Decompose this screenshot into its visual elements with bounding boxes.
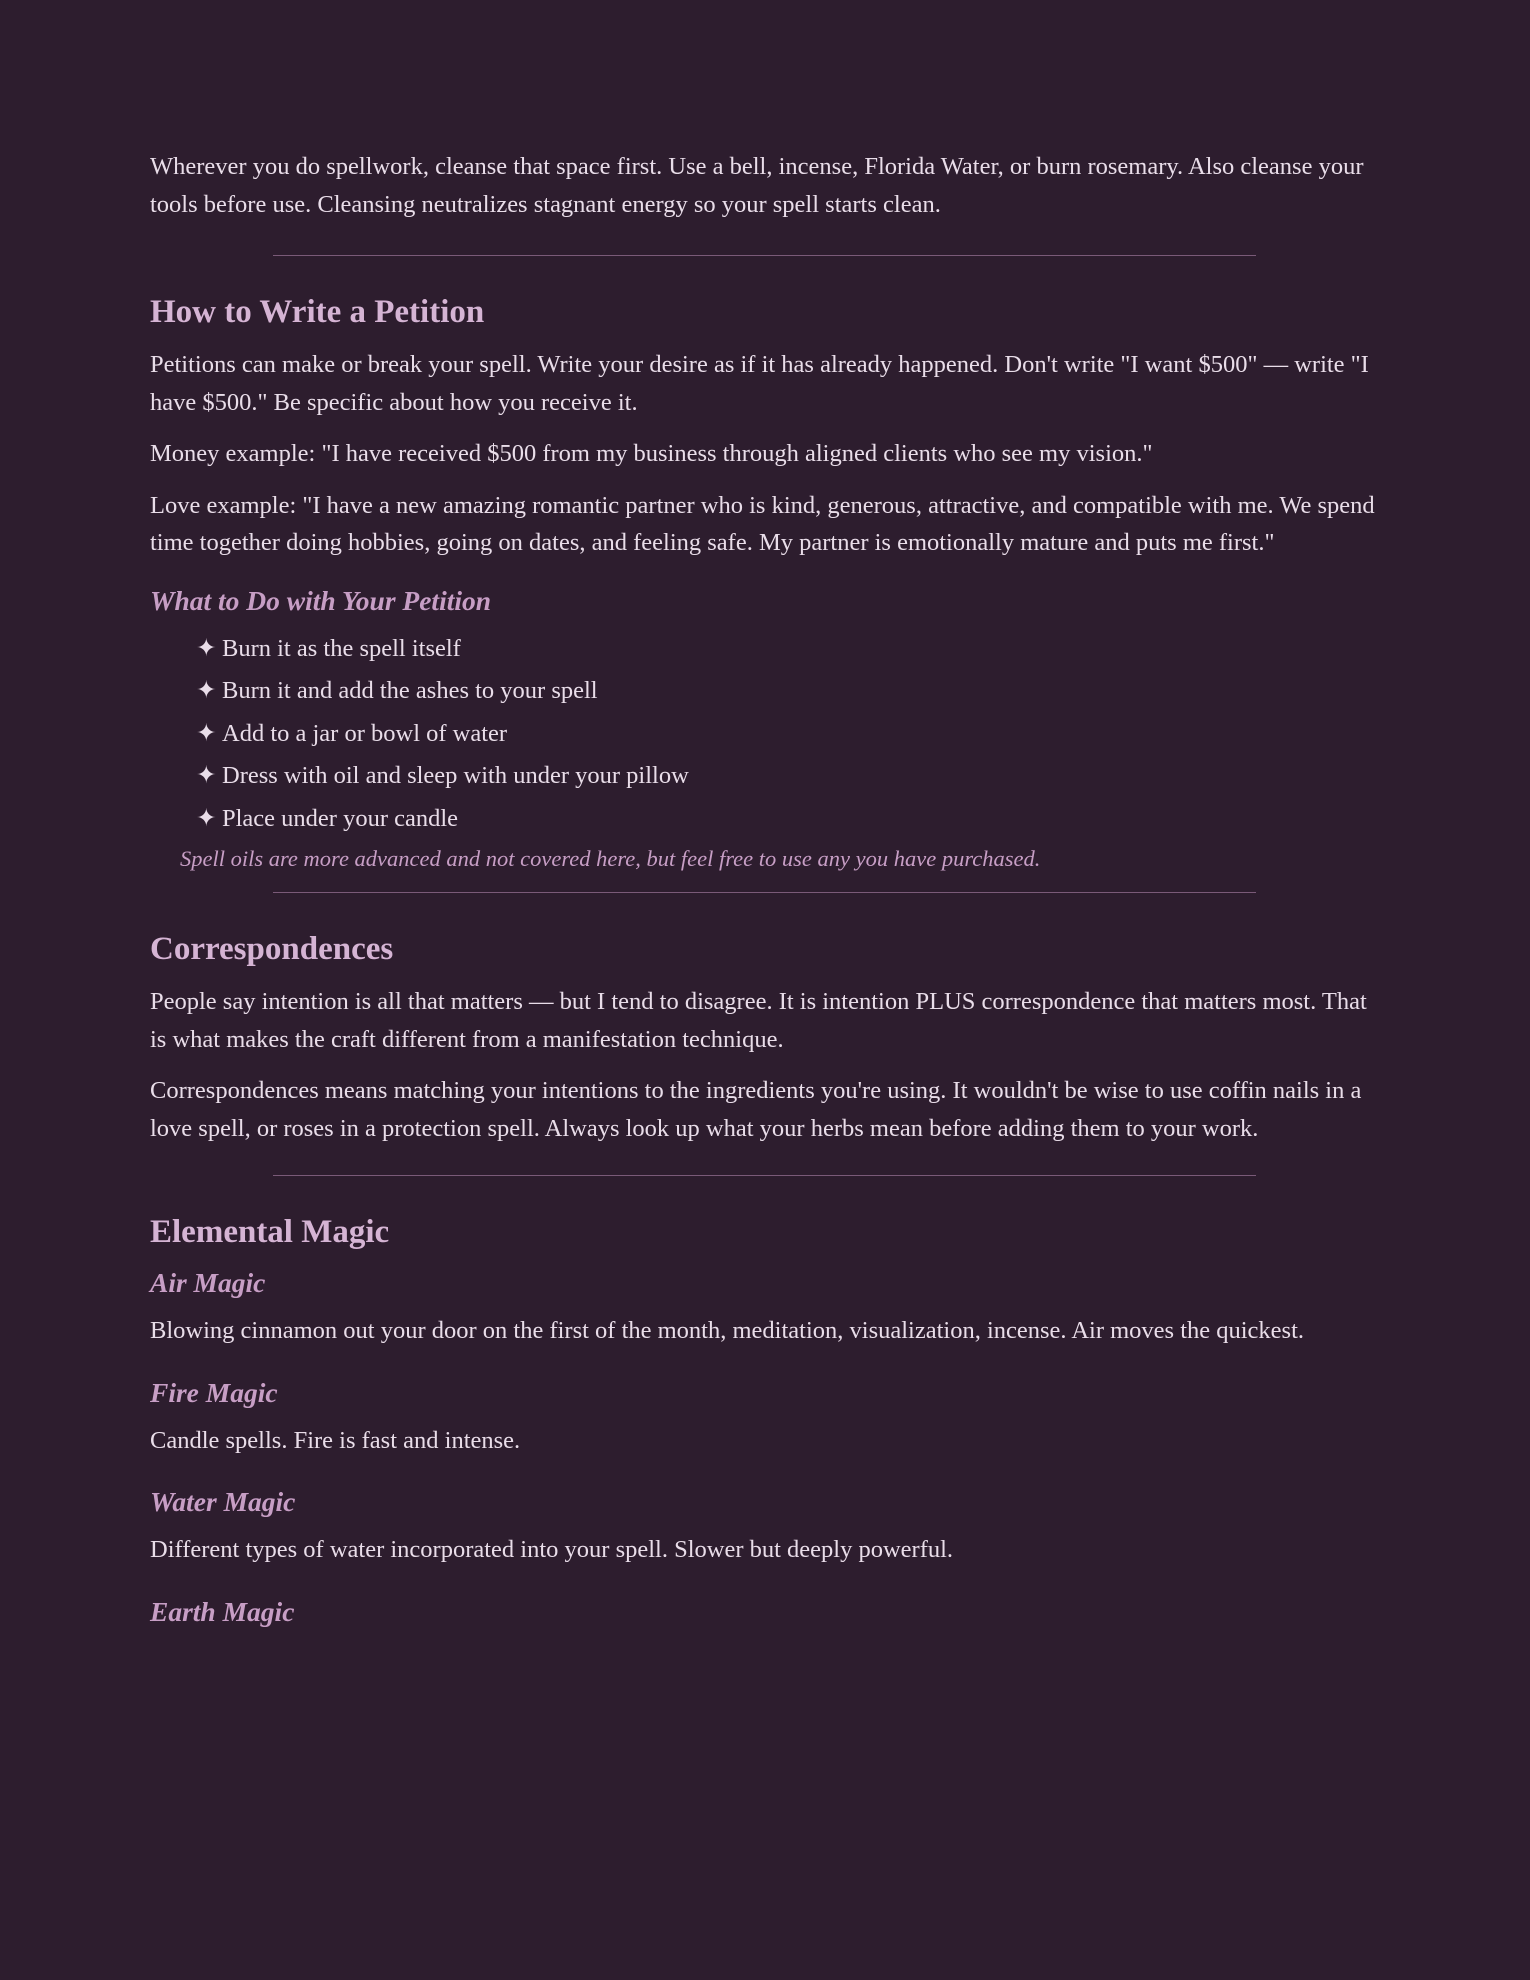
petition-heading: How to Write a Petition [150,294,485,330]
list-item [196,798,1375,841]
earth-magic-heading: Earth Magic [150,1595,295,1627]
sparkle-icon: ✦ [196,804,217,832]
fire-magic-text: Candle spells. Fire is fast and intense. [150,1426,521,1454]
list-item-text: Add to a jar or bowl of water [222,719,508,747]
air-magic-heading: Air Magic [150,1267,266,1298]
section-divider [273,892,1256,893]
correspondences-paragraph-1: People say intention is all that matters — but I tend to disagree. It is intention PLUS correspondence that matters most. That is what makes the craft different from a manifestation technique. [150,988,1367,1053]
fire-magic-heading: Fire Magic [150,1376,278,1408]
water-magic-text: Different types of water incorporated into your spell. Slower but deeply powerful. [150,1536,954,1563]
sparkle-icon: ✦ [196,762,217,789]
sparkle-icon: ✦ [196,677,217,704]
money-example-paragraph: Money example: "I have received $500 from my business through aligned clients who see my vision." [150,440,1153,467]
correspondences-section [150,929,1375,1147]
correspondences-heading: Correspondences [150,931,394,967]
list-item [196,713,1375,756]
correspondences-paragraph-2: Correspondences means matching your intentions to the ingredients you're using. It wouldn't be wise to use coffin nails in a love spell, or roses in a protection spell. Always look up what your herbs mean before adding them to your work. [150,1077,1362,1142]
list-item-text: Burn it and add the ashes to your spell [222,677,598,704]
love-example-paragraph: Love example: "I have a new amazing romantic partner who is kind, generous, attractive, and compatible with me. We spend time together doing hobbies, going on dates, and feeling safe. My partner is emotionally mature and puts me first." [150,491,1375,556]
sparkle-icon: ✦ [196,634,217,662]
cleansing-paragraph: Wherever you do spellwork, cleanse that space first. Use a bell, incense, Florida Water, or burn rosemary. Also cleanse your tools before use. Cleansing neutralizes stagnant energy so your spell starts clean. [150,153,1364,218]
list-item [196,670,1375,713]
sparkle-icon: ✦ [196,719,217,747]
petition-section [150,292,1375,874]
section-divider [273,255,1256,256]
list-item [196,755,1375,798]
spell-oils-note: Spell oils are more advanced and not covered here, but feel free to use any you have purchased. [180,846,1041,871]
elemental-heading: Elemental Magic [150,1214,390,1250]
petition-uses-heading: What to Do with Your Petition [150,584,492,616]
list-item [196,628,1375,671]
petition-uses-list [196,628,1375,841]
water-magic-heading: Water Magic [150,1486,296,1517]
section-divider [273,1175,1256,1176]
elemental-section [150,1212,1375,1629]
air-magic-text: Blowing cinnamon out your door on the first of the month, meditation, visualization, incense. Air moves the quickest. [150,1317,1305,1344]
list-item-text: Burn it as the spell itself [222,634,461,662]
list-item-text: Dress with oil and sleep with under your pillow [222,762,689,789]
list-item-text: Place under your candle [222,804,459,832]
petition-paragraph-intro: Petitions can make or break your spell. Write your desire as if it has already happened. Don't write "I want $500" — write "I have $500." Be specific about how you receive it. [150,351,1369,416]
